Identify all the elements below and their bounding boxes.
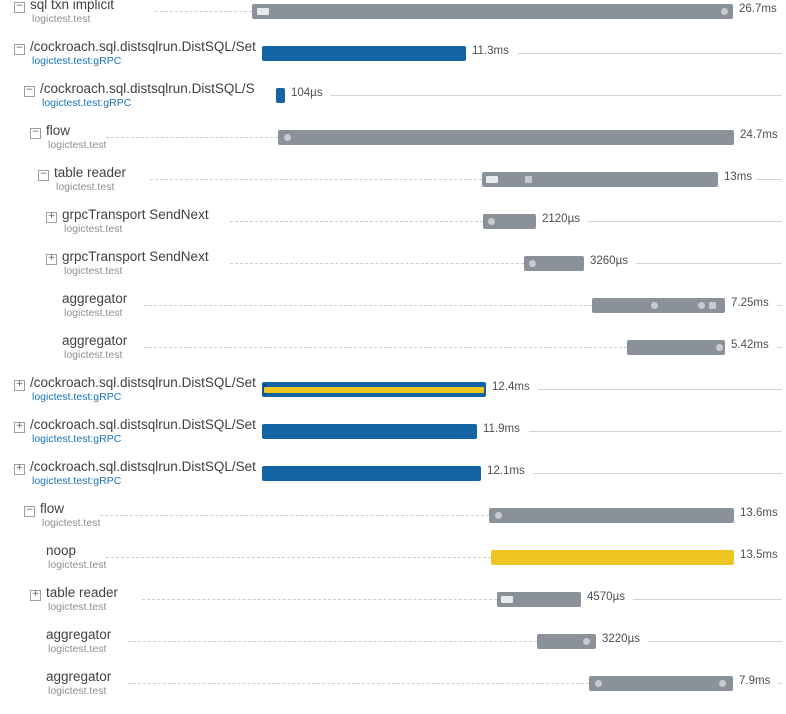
expand-toggle-icon[interactable] [14, 422, 25, 433]
trace-row[interactable] [0, 459, 786, 504]
span-bar[interactable] [278, 130, 734, 145]
span-service-label: logictest.test [42, 517, 101, 529]
expand-toggle-icon[interactable] [46, 254, 57, 265]
leader-line [128, 641, 537, 642]
span-duration: 13.5ms [740, 549, 778, 561]
span-event-marker[interactable] [283, 133, 292, 142]
trailing-line [648, 641, 782, 642]
trace-row[interactable] [0, 627, 786, 672]
trailing-line [778, 683, 782, 684]
leader-line [230, 263, 524, 264]
span-bar[interactable] [589, 676, 733, 691]
span-title: noop [46, 543, 77, 558]
span-service-label: logictest.test [48, 601, 107, 613]
trailing-line [756, 179, 782, 180]
span-bar[interactable] [524, 256, 584, 271]
span-service-label: logictest.test [48, 643, 107, 655]
span-bar[interactable] [627, 340, 725, 355]
span-title: /cockroach.sql.distsqlrun.DistSQL/Set [30, 459, 256, 474]
span-event-marker[interactable] [697, 301, 706, 310]
span-service-label: logictest.test [32, 13, 91, 25]
trace-row[interactable] [0, 543, 786, 588]
span-duration: 13ms [724, 171, 753, 183]
span-duration: 12.4ms [492, 381, 530, 393]
span-service-label: logictest.test [48, 139, 107, 151]
span-event-marker[interactable] [582, 637, 591, 646]
span-title: aggregator [62, 333, 128, 348]
span-bar[interactable] [592, 298, 725, 313]
trace-row[interactable] [0, 207, 786, 252]
trace-row[interactable] [0, 165, 786, 210]
span-bar[interactable] [262, 466, 481, 481]
trace-row[interactable] [0, 501, 786, 546]
span-event-marker[interactable] [708, 301, 717, 310]
trace-row[interactable] [0, 585, 786, 630]
expand-toggle-icon[interactable] [30, 590, 41, 601]
span-service-link[interactable]: logictest.test:gRPC [32, 55, 122, 67]
trailing-line [588, 221, 782, 222]
trailing-line [330, 95, 782, 96]
collapse-toggle-icon[interactable] [14, 44, 25, 55]
span-service-link[interactable]: logictest.test:gRPC [42, 97, 132, 109]
span-service-label: logictest.test [48, 685, 107, 697]
span-service-label: logictest.test [64, 223, 123, 235]
trace-row[interactable] [0, 417, 786, 462]
trailing-line [633, 599, 782, 600]
span-event-marker[interactable] [487, 217, 496, 226]
trace-row[interactable] [0, 39, 786, 84]
leader-line [142, 599, 497, 600]
span-bar[interactable] [483, 214, 536, 229]
span-event-marker[interactable] [500, 595, 514, 604]
trailing-line [538, 389, 782, 390]
leader-line [150, 179, 482, 180]
span-service-link[interactable]: logictest.test:gRPC [32, 475, 122, 487]
span-service-link[interactable]: logictest.test:gRPC [32, 433, 122, 445]
span-event-marker[interactable] [528, 259, 537, 268]
span-duration: 7.9ms [739, 675, 771, 687]
span-title: /cockroach.sql.distsqlrun.DistSQL/Set [30, 375, 256, 390]
span-title: aggregator [46, 627, 112, 642]
expand-toggle-icon[interactable] [14, 464, 25, 475]
collapse-toggle-icon[interactable] [38, 170, 49, 181]
collapse-toggle-icon[interactable] [24, 86, 35, 97]
span-bar[interactable] [537, 634, 596, 649]
span-duration: 5.42ms [731, 339, 769, 351]
span-title: flow [40, 501, 65, 516]
span-event-marker[interactable] [718, 679, 727, 688]
span-event-marker[interactable] [494, 511, 503, 520]
span-duration: 11.3ms [472, 45, 509, 57]
span-service-label: logictest.test [64, 265, 123, 277]
span-service-label: logictest.test [48, 559, 107, 571]
leader-line [106, 137, 278, 138]
span-event-marker[interactable] [720, 7, 729, 16]
span-duration: 13.6ms [740, 507, 778, 519]
span-duration: 12.1ms [487, 465, 525, 477]
span-title: aggregator [62, 291, 128, 306]
span-duration: 7.25ms [731, 297, 769, 309]
trailing-line [533, 473, 782, 474]
trace-row[interactable] [0, 375, 786, 420]
trace-row[interactable] [0, 291, 786, 336]
span-bar[interactable] [262, 424, 477, 439]
span-title: table reader [54, 165, 127, 180]
expand-toggle-icon[interactable] [46, 212, 57, 223]
span-duration: 26.7ms [739, 3, 777, 15]
span-event-marker[interactable] [715, 343, 724, 352]
trace-row[interactable] [0, 123, 786, 168]
span-duration: 3260µs [590, 255, 628, 267]
trailing-line [518, 53, 782, 54]
span-service-label: logictest.test [64, 307, 123, 319]
span-duration: 104µs [291, 87, 323, 99]
span-duration: 2120µs [542, 213, 580, 225]
span-event-marker[interactable] [524, 175, 533, 184]
span-title: aggregator [46, 669, 112, 684]
span-duration: 11.9ms [483, 423, 520, 435]
span-bar[interactable] [482, 172, 718, 187]
trace-row[interactable] [0, 81, 786, 126]
collapse-toggle-icon[interactable] [24, 506, 35, 517]
trace-row[interactable] [0, 333, 786, 378]
span-duration: 3220µs [602, 633, 640, 645]
span-bar[interactable] [252, 4, 733, 19]
span-title: /cockroach.sql.distsqlrun.DistSQL/S [40, 81, 255, 96]
span-title: /cockroach.sql.distsqlrun.DistSQL/Set [30, 39, 256, 54]
span-duration: 24.7ms [740, 129, 778, 141]
span-bar[interactable] [489, 508, 734, 523]
span-title: /cockroach.sql.distsqlrun.DistSQL/Set [30, 417, 256, 432]
span-event-marker[interactable] [485, 175, 499, 184]
collapse-toggle-icon[interactable] [14, 2, 25, 13]
trace-row[interactable] [0, 249, 786, 294]
span-duration: 4570µs [587, 591, 625, 603]
span-title: flow [46, 123, 71, 138]
leader-line [144, 347, 627, 348]
span-title: table reader [46, 585, 119, 600]
span-service-label: logictest.test [56, 181, 115, 193]
leader-line [100, 515, 489, 516]
span-bar[interactable] [262, 382, 486, 397]
span-service-link[interactable]: logictest.test:gRPC [32, 391, 122, 403]
collapse-toggle-icon[interactable] [30, 128, 41, 139]
span-event-marker[interactable] [594, 679, 603, 688]
leader-line [155, 11, 252, 12]
span-bar[interactable] [497, 592, 581, 607]
trailing-line [777, 305, 782, 306]
span-bar[interactable] [262, 46, 466, 61]
span-bar[interactable] [276, 88, 285, 103]
trace-row[interactable] [0, 669, 786, 714]
trailing-line [529, 431, 782, 432]
trace-row[interactable] [0, 0, 786, 42]
span-title: grpcTransport SendNext [62, 249, 209, 264]
leader-line [128, 683, 589, 684]
span-service-label: logictest.test [64, 349, 123, 361]
span-title: grpcTransport SendNext [62, 207, 209, 222]
span-bar[interactable] [491, 550, 734, 565]
leader-line [230, 221, 483, 222]
trailing-line [636, 263, 782, 264]
span-event-marker[interactable] [650, 301, 659, 310]
span-title: sql txn implicit [30, 0, 115, 12]
span-event-marker[interactable] [256, 7, 270, 16]
leader-line [144, 305, 592, 306]
expand-toggle-icon[interactable] [14, 380, 25, 391]
trailing-line [777, 347, 782, 348]
leader-line [106, 557, 491, 558]
